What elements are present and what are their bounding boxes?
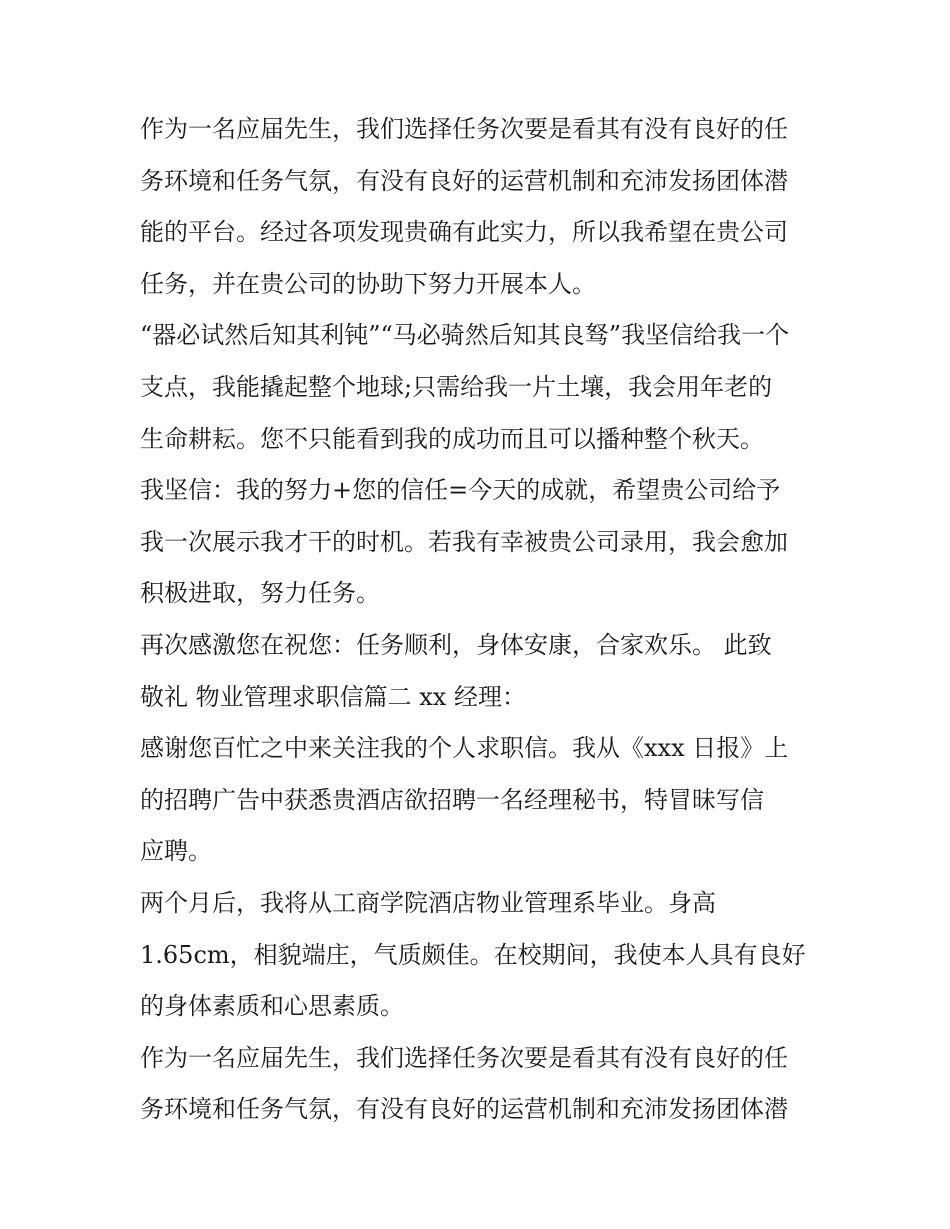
text-line: 应聘。 bbox=[140, 837, 212, 866]
text-line: 我坚信：我的努力+您的信任=今天的成就，希望贵公司给予 bbox=[140, 476, 781, 505]
text-line: 任务，并在贵公司的协助下努力开展本人。 bbox=[140, 269, 596, 298]
text-line: “器必试然后知其利钝”“马必骑然后知其良驽”我坚信给我一个 bbox=[140, 321, 790, 350]
text-line: 两个月后，我将从工商学院酒店物业管理系毕业。身高 bbox=[140, 888, 716, 917]
text-line: 生命耕耘。您不只能看到我的成功而且可以播种整个秋天。 bbox=[140, 424, 764, 453]
text-line: 积极进取，努力任务。 bbox=[140, 579, 380, 608]
text-line: 务环境和任务气氛，有没有良好的运营机制和充沛发扬团体潜 bbox=[140, 166, 788, 195]
text-line: 感谢您百忙之中来关注我的个人求职信。我从《xxx 日报》上 bbox=[140, 734, 789, 763]
text-line: 的招聘广告中获悉贵酒店欲招聘一名经理秘书，特冒昧写信 bbox=[140, 785, 764, 814]
text-line: 敬礼 物业管理求职信篇二 xx 经理： bbox=[140, 682, 526, 711]
text-line: 能的平台。经过各项发现贵确有此实力，所以我希望在贵公司 bbox=[140, 218, 788, 247]
text-line: 作为一名应届先生，我们选择任务次要是看其有没有良好的任 bbox=[140, 115, 788, 143]
text-line: 作为一名应届先生，我们选择任务次要是看其有没有良好的任 bbox=[140, 1043, 788, 1072]
body-text bbox=[140, 104, 820, 1136]
text-line: 我一次展示我才干的时机。若我有幸被贵公司录用，我会愈加 bbox=[140, 527, 788, 556]
text-line: 务环境和任务气氛，有没有良好的运营机制和充沛发扬团体潜 bbox=[140, 1095, 788, 1124]
text-line: 再次感激您在祝您：任务顺利，身体安康，合家欢乐。 此致 bbox=[140, 630, 772, 659]
text-line: 1.65cm，相貌端庄，气质颇佳。在校期间，我使本人具有良好 bbox=[140, 940, 806, 969]
text-line: 的身体素质和心思素质。 bbox=[140, 992, 404, 1021]
text-line: 支点，我能撬起整个地球;只需给我一片土壤，我会用年老的 bbox=[140, 372, 773, 401]
